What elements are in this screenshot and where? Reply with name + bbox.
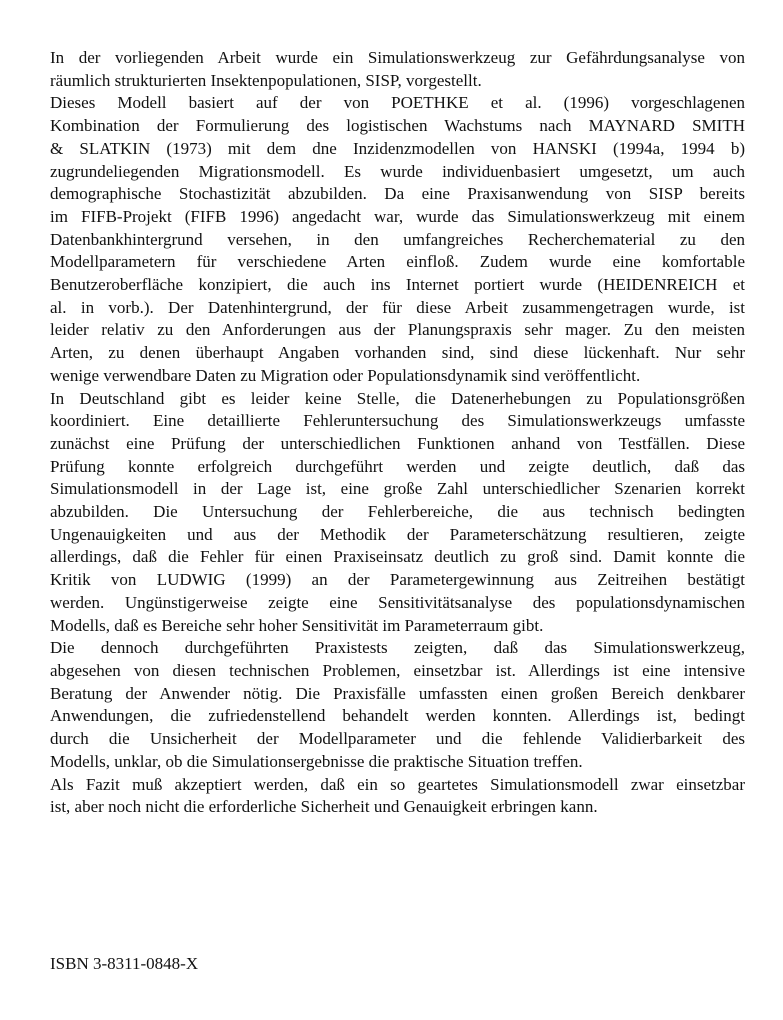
paragraph-evaluation bbox=[50, 388, 745, 638]
text-line: Anwendungen, die zufriedenstellend behandelt werden konnten. Allerdings ist, bedingt bbox=[50, 706, 745, 726]
text-line: abgesehen von diesen technischen Problemen, einsetzbar ist. Allerdings ist eine intensive bbox=[50, 660, 745, 680]
text-line: abzubilden. Die Untersuchung der Fehlerbereiche, die aus technisch bedingten bbox=[50, 502, 745, 522]
text-line: Benutzeroberfläche konzipiert, die auch ins Internet portiert wurde (HEIDENREICH et bbox=[50, 275, 745, 295]
text-line: & SLATKIN (1973) mit dem dne Inzidenzmodellen von HANSKI (1994a, 1994 b) bbox=[50, 138, 745, 158]
text-line: Die dennoch durchgeführten Praxistests zeigten, daß das Simulationswerkzeug, bbox=[50, 638, 745, 658]
text-line: In der vorliegenden Arbeit wurde ein Simulationswerkzeug zur Gefährdungsanalyse von bbox=[50, 48, 745, 67]
text-line: Kritik von LUDWIG (1999) an der Parametergewinnung aus Zeitreihen bestätigt bbox=[50, 570, 745, 590]
text-line: wenige verwendbare Daten zu Migration oder Populationsdynamik sind veröffentlicht. bbox=[50, 365, 641, 385]
text-line: Ungenauigkeiten und aus der Methodik der Parameterschätzung resultieren, zeigte bbox=[50, 524, 745, 544]
paragraph-intro bbox=[50, 47, 745, 92]
text-line: al. in vorb.). Der Datenhintergrund, der für diese Arbeit zusammengetragen wurde, ist bbox=[50, 297, 745, 317]
text-line: Dieses Modell basiert auf der von POETHKE et al. (1996) vorgeschlagenen bbox=[50, 93, 745, 113]
text-line: durch die Unsicherheit der Modellparameter und die fehlende Validierbarkeit des bbox=[50, 729, 745, 749]
text-line: demographische Stochastizität abzubilden. Da eine Praxisanwendung von SISP bereits bbox=[50, 184, 745, 204]
text-line: In Deutschland gibt es leider keine Stelle, die Datenerhebungen zu Populationsgrößen bbox=[50, 388, 745, 408]
text-line: leider relativ zu den Anforderungen aus der Planungspraxis sehr mager. Zu den meisten bbox=[50, 320, 745, 340]
text-line: werden. Ungünstigerweise zeigte eine Sensitivitätsanalyse des populationsdynamischen bbox=[50, 592, 745, 612]
text-line: im FIFB-Projekt (FIFB 1996) angedacht war, wurde das Simulationswerkzeug mit einem bbox=[50, 206, 745, 226]
text-line: Modells, unklar, ob die Simulationsergebnisse die praktische Situation treffen. bbox=[50, 751, 583, 771]
paragraph-practice-tests bbox=[50, 637, 745, 773]
text-line: Prüfung konnte erfolgreich durchgeführt werden und zeigte deutlich, daß das bbox=[50, 456, 745, 476]
paragraph-conclusion bbox=[50, 774, 745, 819]
text-line: Kombination der Formulierung des logistischen Wachstums nach MAYNARD SMITH bbox=[50, 116, 745, 136]
text-line: Simulationsmodell in der Lage ist, eine große Zahl unterschiedlicher Szenarien korrekt bbox=[50, 479, 745, 499]
text-line: zunächst eine Prüfung der unterschiedlichen Funktionen anhand von Testfällen. Diese bbox=[50, 433, 745, 453]
text-line: Beratung der Anwender nötig. Die Praxisfälle umfassten einen großen Bereich denkbarer bbox=[50, 683, 745, 703]
text-line: Als Fazit muß akzeptiert werden, daß ein so geartetes Simulationsmodell zwar einsetzbar bbox=[50, 774, 745, 794]
text-line: koordiniert. Eine detaillierte Fehleruntersuchung des Simulationswerkzeugs umfasste bbox=[50, 411, 745, 431]
paragraph-model bbox=[50, 92, 745, 387]
text-line: Datenbankhintergrund versehen, in den umfangreiches Recherchematerial zu den bbox=[50, 229, 745, 249]
text-line: zugrundeliegenden Migrationsmodell. Es wurde individuenbasiert umgesetzt, um auch bbox=[50, 161, 745, 181]
text-line: Modellparametern für verschiedene Arten einfloß. Zudem wurde eine komfortable bbox=[50, 252, 745, 272]
isbn-number: ISBN 3-8311-0848-X bbox=[50, 954, 199, 973]
text-line: Modells, daß es Bereiche sehr hoher Sensitivität im Parameterraum gibt. bbox=[50, 615, 544, 635]
text-line: räumlich strukturierten Insektenpopulationen, SISP, vorgestellt. bbox=[50, 70, 482, 90]
abstract-text bbox=[50, 47, 745, 819]
text-line: allerdings, daß die Fehler für einen Praxiseinsatz deutlich zu groß sind. Damit konnte die bbox=[50, 547, 745, 567]
text-line: Arten, zu denen überhaupt Angaben vorhanden sind, sind diese lückenhaft. Nur sehr bbox=[50, 343, 745, 363]
text-line: ist, aber noch nicht die erforderliche Sicherheit und Genauigkeit erbringen kann. bbox=[50, 797, 598, 817]
